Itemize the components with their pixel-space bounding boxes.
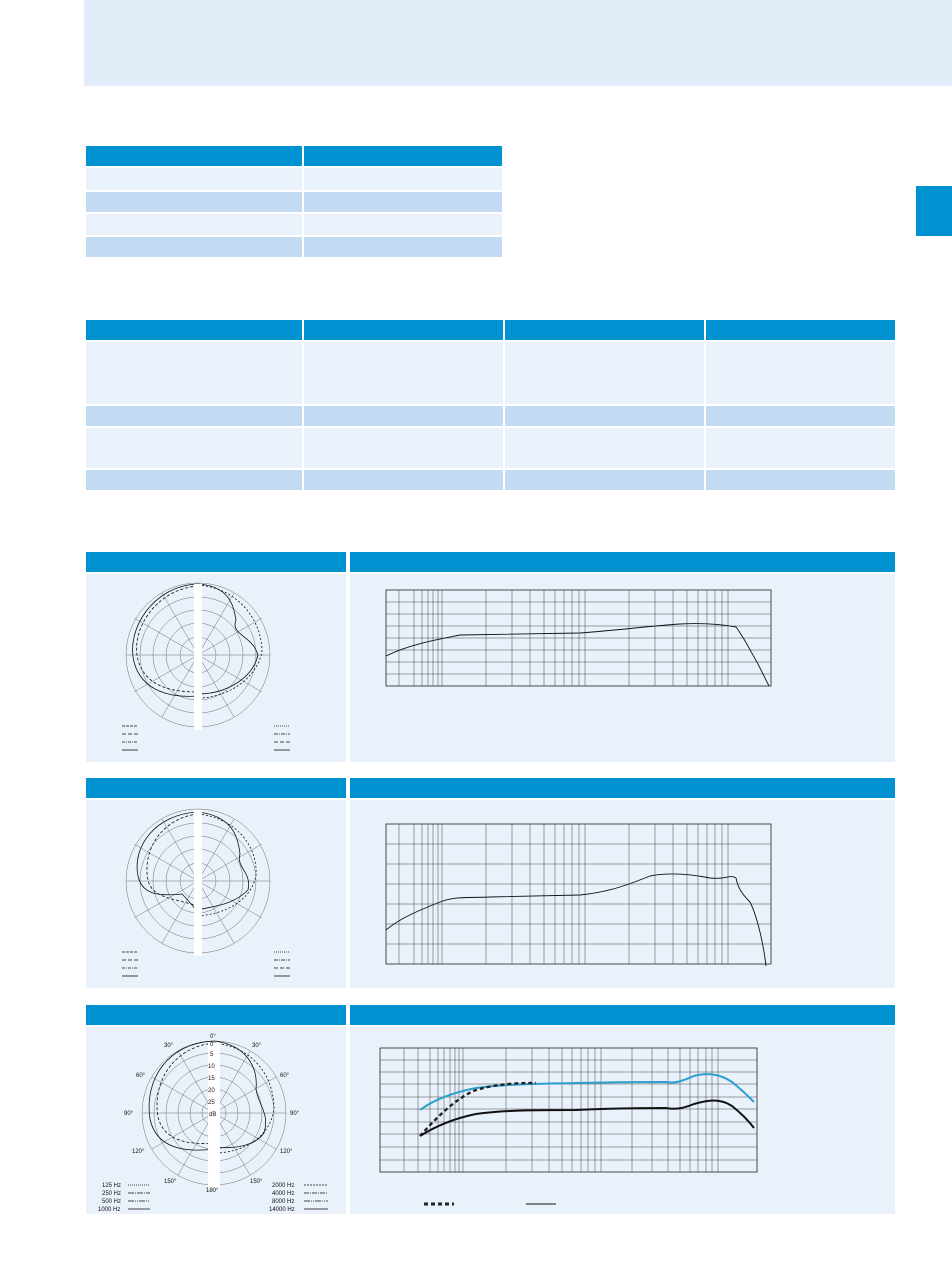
table-row (86, 342, 895, 404)
frequency-response-curve-a (386, 624, 769, 686)
polar-legend-lines (128, 1185, 328, 1209)
response-curve-black (420, 1101, 754, 1137)
table-row (86, 406, 895, 426)
response-chart-c (376, 1042, 766, 1212)
angle-label: 60° (280, 1073, 290, 1079)
polar-panel-b-header (86, 778, 346, 798)
response-chart-a (380, 584, 780, 694)
angle-label: 30° (164, 1043, 174, 1049)
polar-axis-strip (194, 810, 202, 956)
legend-label: 500 Hz (102, 1199, 122, 1205)
response-chart-b (380, 818, 780, 970)
table-row (86, 237, 502, 257)
table-row (86, 428, 895, 468)
table-row (86, 192, 502, 212)
db-scale-label: dB (209, 1112, 217, 1118)
angle-label: 90° (124, 1111, 134, 1117)
table-row (86, 470, 895, 490)
header-banner (84, 0, 952, 86)
db-scale-label: 15 (208, 1076, 215, 1082)
polar-panel-c-header (86, 1005, 346, 1025)
polar-legend-lines (122, 726, 290, 750)
table-row (86, 214, 502, 235)
polar-diagram-b (112, 806, 312, 986)
response-panel-a-header (350, 552, 895, 572)
legend-label: 2000 Hz (272, 1183, 295, 1189)
table-header-row (86, 320, 895, 340)
angle-label: 150° (164, 1179, 177, 1185)
legend-label: 4000 Hz (272, 1191, 295, 1197)
angle-label: 150° (250, 1179, 263, 1185)
response-curve-dotted (420, 1083, 536, 1136)
spec-table-2 (84, 318, 897, 492)
frequency-response-curve-b (386, 874, 766, 966)
polar-diagram-a (112, 580, 312, 760)
legend-label: 14000 Hz (269, 1207, 295, 1213)
db-scale-label: 10 (208, 1064, 215, 1070)
db-scale-label: 5 (210, 1052, 214, 1058)
response-grid-b (386, 824, 771, 964)
legend-label: 250 Hz (102, 1191, 122, 1197)
spec-table-1 (84, 144, 504, 259)
response-panel-c-header (350, 1005, 895, 1025)
section-tab-marker[interactable] (916, 186, 952, 236)
angle-label: 180° (206, 1188, 219, 1194)
polar-axis-strip (194, 584, 202, 730)
legend-label: 8000 Hz (272, 1199, 295, 1205)
table-row (86, 168, 502, 190)
db-scale-label: 20 (208, 1088, 215, 1094)
angle-label: 0° (210, 1034, 216, 1040)
legend-label: 125 Hz (102, 1183, 122, 1189)
angle-label: 120° (132, 1149, 145, 1155)
angle-label: 60° (136, 1073, 146, 1079)
legend-label: 1000 Hz (98, 1207, 121, 1213)
angle-label: 30° (252, 1043, 262, 1049)
response-panel-b-header (350, 778, 895, 798)
db-scale-label: 25 (208, 1100, 215, 1106)
table-header-row (86, 146, 502, 166)
polar-panel-a-header (86, 552, 346, 572)
polar-diagram-c (98, 1029, 346, 1214)
angle-label: 120° (280, 1149, 293, 1155)
polar-legend-lines (122, 952, 290, 976)
db-scale-label: 0 (210, 1042, 214, 1048)
angle-label: 90° (290, 1111, 300, 1117)
